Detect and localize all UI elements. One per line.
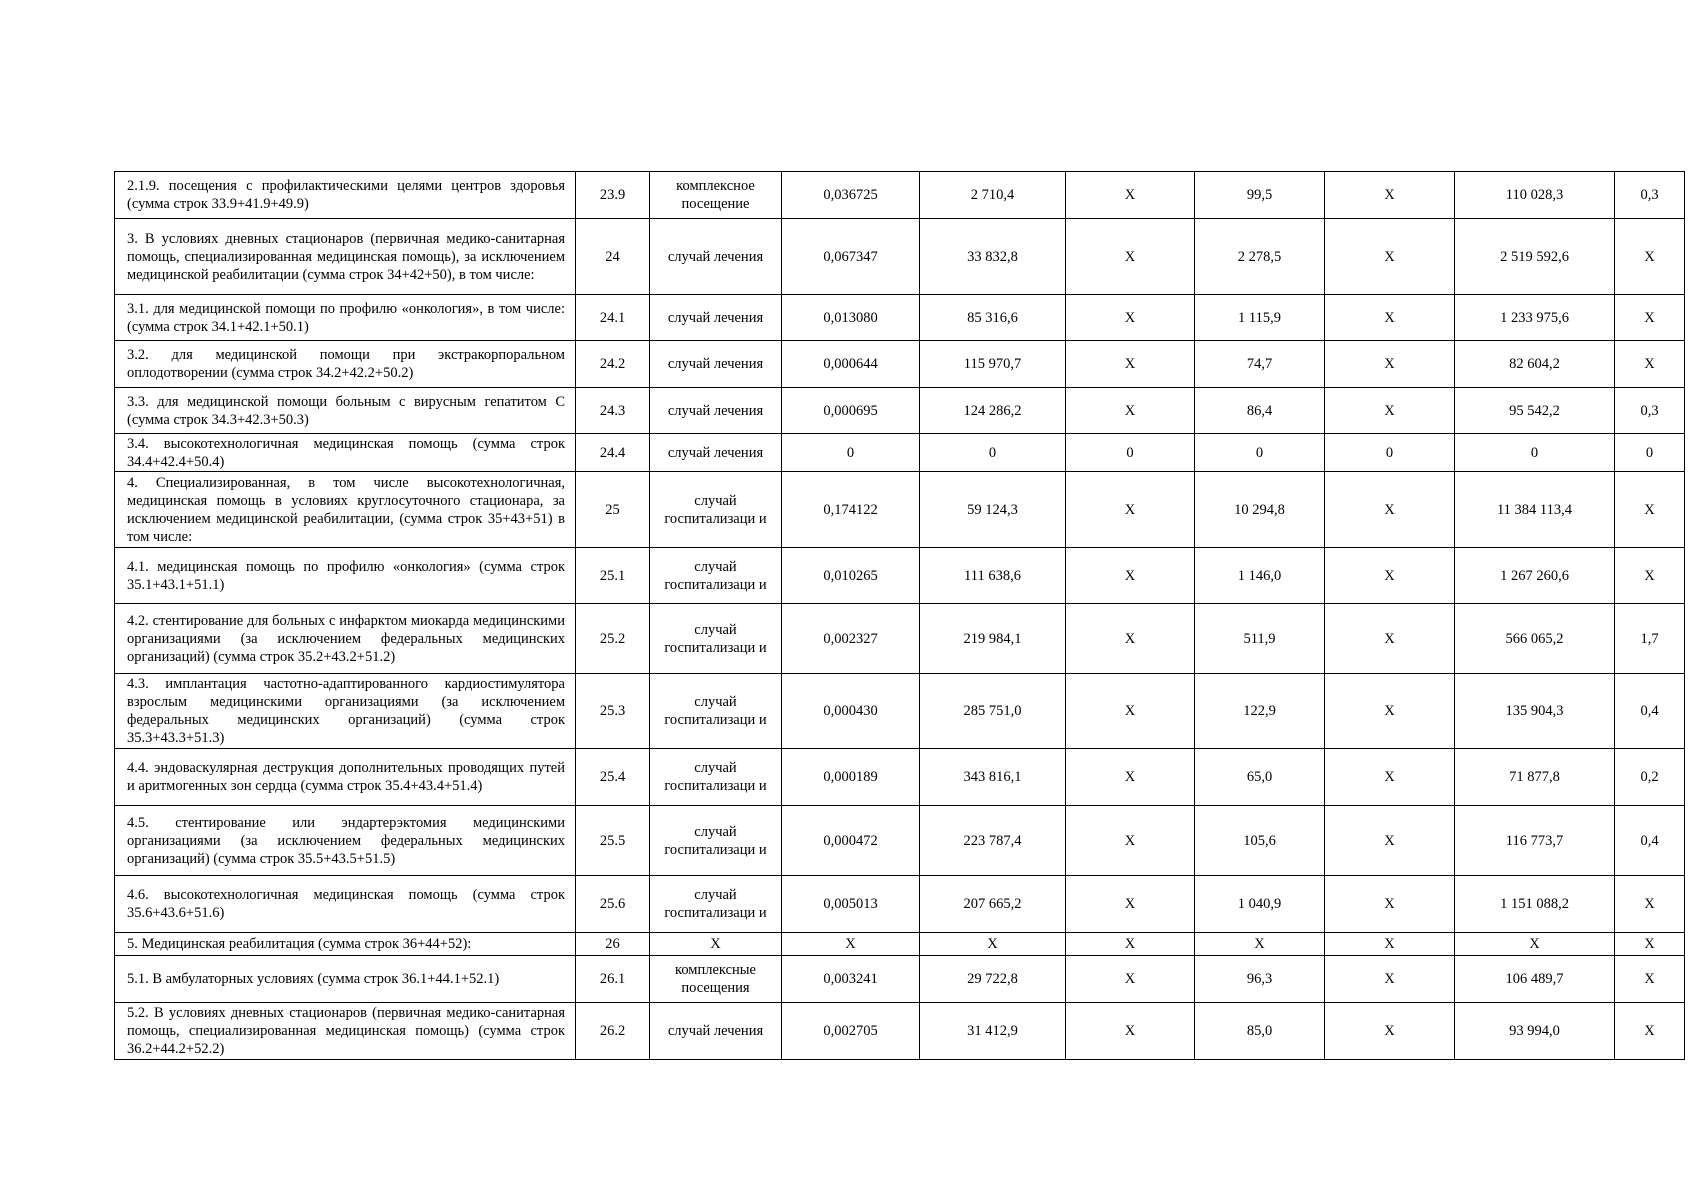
table-row: [115, 956, 1685, 1003]
cell-code: 24.3: [576, 388, 650, 434]
cell-c7: 1,7: [1615, 604, 1685, 674]
cell-c5: Х: [1325, 472, 1455, 548]
cell-c3: Х: [1066, 956, 1195, 1003]
cell-unit: случай лечения: [650, 341, 782, 388]
cell-unit: случай госпитализаци и: [650, 548, 782, 604]
table-row: [115, 434, 1685, 472]
cell-c6: 71 877,8: [1455, 749, 1615, 806]
cell-name: 3.4. высокотехнологичная медицинская помощь (сумма строк 34.4+42.4+50.4): [115, 434, 576, 472]
cell-c5: 0: [1325, 434, 1455, 472]
table-row: [115, 674, 1685, 749]
cell-c2: 31 412,9: [920, 1003, 1066, 1060]
cell-c6: 116 773,7: [1455, 806, 1615, 876]
cell-c4: 96,3: [1195, 956, 1325, 1003]
cell-c5: Х: [1325, 1003, 1455, 1060]
cell-code: 25.1: [576, 548, 650, 604]
cell-c3: Х: [1066, 604, 1195, 674]
cell-c6: 135 904,3: [1455, 674, 1615, 749]
cell-c2: 33 832,8: [920, 219, 1066, 295]
cell-c2: Х: [920, 933, 1066, 956]
cell-unit: случай госпитализаци и: [650, 674, 782, 749]
cell-unit: случай лечения: [650, 295, 782, 341]
cell-c1: 0,013080: [782, 295, 920, 341]
table-row: [115, 341, 1685, 388]
cell-c7: Х: [1615, 876, 1685, 933]
cell-c2: 111 638,6: [920, 548, 1066, 604]
cell-c6: 11 384 113,4: [1455, 472, 1615, 548]
cell-c2: 285 751,0: [920, 674, 1066, 749]
cell-code: 26: [576, 933, 650, 956]
cell-name: 5.1. В амбулаторных условиях (сумма строк 36.1+44.1+52.1): [115, 956, 576, 1003]
cell-c2: 115 970,7: [920, 341, 1066, 388]
cell-c5: Х: [1325, 341, 1455, 388]
cell-c7: Х: [1615, 933, 1685, 956]
cell-c7: 0,4: [1615, 806, 1685, 876]
table-row: [115, 472, 1685, 548]
cell-c7: 0,3: [1615, 388, 1685, 434]
cell-code: 25.2: [576, 604, 650, 674]
cell-c5: Х: [1325, 548, 1455, 604]
data-table: [114, 171, 1685, 1060]
cell-c2: 223 787,4: [920, 806, 1066, 876]
cell-c7: Х: [1615, 295, 1685, 341]
cell-c5: Х: [1325, 388, 1455, 434]
table-row: [115, 933, 1685, 956]
cell-unit: комплексное посещение: [650, 172, 782, 219]
cell-c6: 95 542,2: [1455, 388, 1615, 434]
cell-c3: Х: [1066, 548, 1195, 604]
cell-c2: 59 124,3: [920, 472, 1066, 548]
cell-c4: 105,6: [1195, 806, 1325, 876]
cell-code: 24.1: [576, 295, 650, 341]
cell-c6: 93 994,0: [1455, 1003, 1615, 1060]
table-row: [115, 749, 1685, 806]
cell-c1: 0,174122: [782, 472, 920, 548]
cell-name: 3.3. для медицинской помощи больным с вирусным гепатитом С (сумма строк 34.3+42.3+50.3): [115, 388, 576, 434]
cell-code: 25: [576, 472, 650, 548]
cell-c5: Х: [1325, 806, 1455, 876]
cell-c4: Х: [1195, 933, 1325, 956]
cell-c1: 0,000472: [782, 806, 920, 876]
cell-name: 5.2. В условиях дневных стационаров (первичная медико-санитарная помощь, специализированная медицинская помощь) (сумма строк 36.2+44.2+52.2): [115, 1003, 576, 1060]
cell-name: 3.1. для медицинской помощи по профилю «онкология», в том числе: (сумма строк 34.1+42.1+50.1): [115, 295, 576, 341]
cell-code: 23.9: [576, 172, 650, 219]
cell-name: 4.3. имплантация частотно-адаптированного кардиостимулятора взрослым медицинскими организациями (за исключением федеральных медицинских организаций) (сумма строк 35.3+43.3+51.3): [115, 674, 576, 749]
cell-c2: 2 710,4: [920, 172, 1066, 219]
cell-c1: 0: [782, 434, 920, 472]
cell-c3: Х: [1066, 295, 1195, 341]
cell-code: 26.1: [576, 956, 650, 1003]
table-row: [115, 876, 1685, 933]
cell-c5: Х: [1325, 956, 1455, 1003]
cell-c1: 0,002705: [782, 1003, 920, 1060]
cell-c1: Х: [782, 933, 920, 956]
cell-c4: 10 294,8: [1195, 472, 1325, 548]
cell-code: 25.3: [576, 674, 650, 749]
cell-c5: Х: [1325, 933, 1455, 956]
cell-c4: 86,4: [1195, 388, 1325, 434]
cell-c5: Х: [1325, 604, 1455, 674]
cell-unit: случай лечения: [650, 1003, 782, 1060]
cell-c3: Х: [1066, 933, 1195, 956]
cell-code: 25.5: [576, 806, 650, 876]
cell-name: 5. Медицинская реабилитация (сумма строк 36+44+52):: [115, 933, 576, 956]
cell-c3: Х: [1066, 749, 1195, 806]
cell-c4: 511,9: [1195, 604, 1325, 674]
table-row: [115, 1003, 1685, 1060]
cell-c3: Х: [1066, 172, 1195, 219]
cell-c7: Х: [1615, 341, 1685, 388]
cell-c7: Х: [1615, 1003, 1685, 1060]
cell-c5: Х: [1325, 674, 1455, 749]
cell-c2: 29 722,8: [920, 956, 1066, 1003]
cell-c2: 124 286,2: [920, 388, 1066, 434]
cell-name: 3.2. для медицинской помощи при экстракорпоральном оплодотворении (сумма строк 34.2+42.2+50.2): [115, 341, 576, 388]
cell-c7: 0,3: [1615, 172, 1685, 219]
cell-c4: 1 146,0: [1195, 548, 1325, 604]
cell-unit: случай лечения: [650, 388, 782, 434]
cell-c4: 99,5: [1195, 172, 1325, 219]
cell-c3: Х: [1066, 1003, 1195, 1060]
cell-c7: Х: [1615, 548, 1685, 604]
cell-c2: 85 316,6: [920, 295, 1066, 341]
table-row: [115, 219, 1685, 295]
cell-c5: Х: [1325, 295, 1455, 341]
cell-c5: Х: [1325, 749, 1455, 806]
cell-unit: случай лечения: [650, 434, 782, 472]
cell-code: 24: [576, 219, 650, 295]
table-row: [115, 172, 1685, 219]
cell-unit: случай госпитализаци и: [650, 749, 782, 806]
cell-c7: Х: [1615, 472, 1685, 548]
cell-name: 4.4. эндоваскулярная деструкция дополнительных проводящих путей и аритмогенных зон сердца (сумма строк 35.4+43.4+51.4): [115, 749, 576, 806]
cell-c7: Х: [1615, 219, 1685, 295]
cell-c1: 0,000644: [782, 341, 920, 388]
cell-name: 4.5. стентирование или эндартерэктомия медицинскими организациями (за исключением федеральных медицинских организаций) (сумма строк 35.5+43.5+51.5): [115, 806, 576, 876]
cell-c3: Х: [1066, 674, 1195, 749]
cell-name: 4. Специализированная, в том числе высокотехнологичная, медицинская помощь в условиях круглосуточного стационара, за исключением медицинской реабилитации, (сумма строк 35+43+51) в том числе:: [115, 472, 576, 548]
cell-c1: 0,003241: [782, 956, 920, 1003]
cell-code: 25.4: [576, 749, 650, 806]
cell-c1: 0,000189: [782, 749, 920, 806]
cell-c6: 106 489,7: [1455, 956, 1615, 1003]
cell-c3: Х: [1066, 876, 1195, 933]
cell-c6: 1 267 260,6: [1455, 548, 1615, 604]
cell-c7: 0,2: [1615, 749, 1685, 806]
cell-c4: 1 040,9: [1195, 876, 1325, 933]
cell-c2: 0: [920, 434, 1066, 472]
cell-c3: Х: [1066, 219, 1195, 295]
cell-c3: Х: [1066, 806, 1195, 876]
cell-code: 24.4: [576, 434, 650, 472]
cell-name: 3. В условиях дневных стационаров (первичная медико-санитарная помощь, специализированная медицинская помощь), за исключением медицинской реабилитации (сумма строк 34+42+50), в том числе:: [115, 219, 576, 295]
table-row: [115, 604, 1685, 674]
cell-c1: 0,010265: [782, 548, 920, 604]
cell-c5: Х: [1325, 172, 1455, 219]
cell-unit: случай госпитализаци и: [650, 876, 782, 933]
cell-c6: 1 151 088,2: [1455, 876, 1615, 933]
cell-c6: 2 519 592,6: [1455, 219, 1615, 295]
cell-unit: Х: [650, 933, 782, 956]
cell-c2: 207 665,2: [920, 876, 1066, 933]
cell-c5: Х: [1325, 219, 1455, 295]
cell-c4: 2 278,5: [1195, 219, 1325, 295]
cell-c1: 0,000695: [782, 388, 920, 434]
cell-name: 4.6. высокотехнологичная медицинская помощь (сумма строк 35.6+43.6+51.6): [115, 876, 576, 933]
cell-unit: комплексные посещения: [650, 956, 782, 1003]
cell-name: 2.1.9. посещения с профилактическими целями центров здоровья (сумма строк 33.9+41.9+49.9): [115, 172, 576, 219]
cell-c7: Х: [1615, 956, 1685, 1003]
cell-c4: 0: [1195, 434, 1325, 472]
cell-c4: 65,0: [1195, 749, 1325, 806]
cell-unit: случай лечения: [650, 219, 782, 295]
cell-c4: 1 115,9: [1195, 295, 1325, 341]
cell-unit: случай госпитализаци и: [650, 806, 782, 876]
cell-c1: 0,000430: [782, 674, 920, 749]
cell-c2: 343 816,1: [920, 749, 1066, 806]
cell-c6: 0: [1455, 434, 1615, 472]
table-row: [115, 548, 1685, 604]
cell-c3: Х: [1066, 341, 1195, 388]
table-row: [115, 295, 1685, 341]
cell-c4: 122,9: [1195, 674, 1325, 749]
cell-c6: 82 604,2: [1455, 341, 1615, 388]
cell-c7: 0,4: [1615, 674, 1685, 749]
cell-c1: 0,002327: [782, 604, 920, 674]
cell-name: 4.1. медицинская помощь по профилю «онкология» (сумма строк 35.1+43.1+51.1): [115, 548, 576, 604]
cell-c1: 0,005013: [782, 876, 920, 933]
cell-unit: случай госпитализаци и: [650, 472, 782, 548]
cell-c7: 0: [1615, 434, 1685, 472]
cell-c1: 0,036725: [782, 172, 920, 219]
cell-c6: 1 233 975,6: [1455, 295, 1615, 341]
cell-c3: Х: [1066, 472, 1195, 548]
cell-c6: Х: [1455, 933, 1615, 956]
cell-c4: 74,7: [1195, 341, 1325, 388]
table-row: [115, 388, 1685, 434]
cell-c3: Х: [1066, 388, 1195, 434]
cell-code: 24.2: [576, 341, 650, 388]
cell-c4: 85,0: [1195, 1003, 1325, 1060]
table-row: [115, 806, 1685, 876]
cell-unit: случай госпитализаци и: [650, 604, 782, 674]
cell-c5: Х: [1325, 876, 1455, 933]
cell-c6: 566 065,2: [1455, 604, 1615, 674]
cell-code: 25.6: [576, 876, 650, 933]
cell-c6: 110 028,3: [1455, 172, 1615, 219]
cell-c1: 0,067347: [782, 219, 920, 295]
cell-c2: 219 984,1: [920, 604, 1066, 674]
cell-c3: 0: [1066, 434, 1195, 472]
cell-name: 4.2. стентирование для больных с инфарктом миокарда медицинскими организациями (за исключением федеральных медицинских организаций) (сумма строк 35.2+43.2+51.2): [115, 604, 576, 674]
cell-code: 26.2: [576, 1003, 650, 1060]
